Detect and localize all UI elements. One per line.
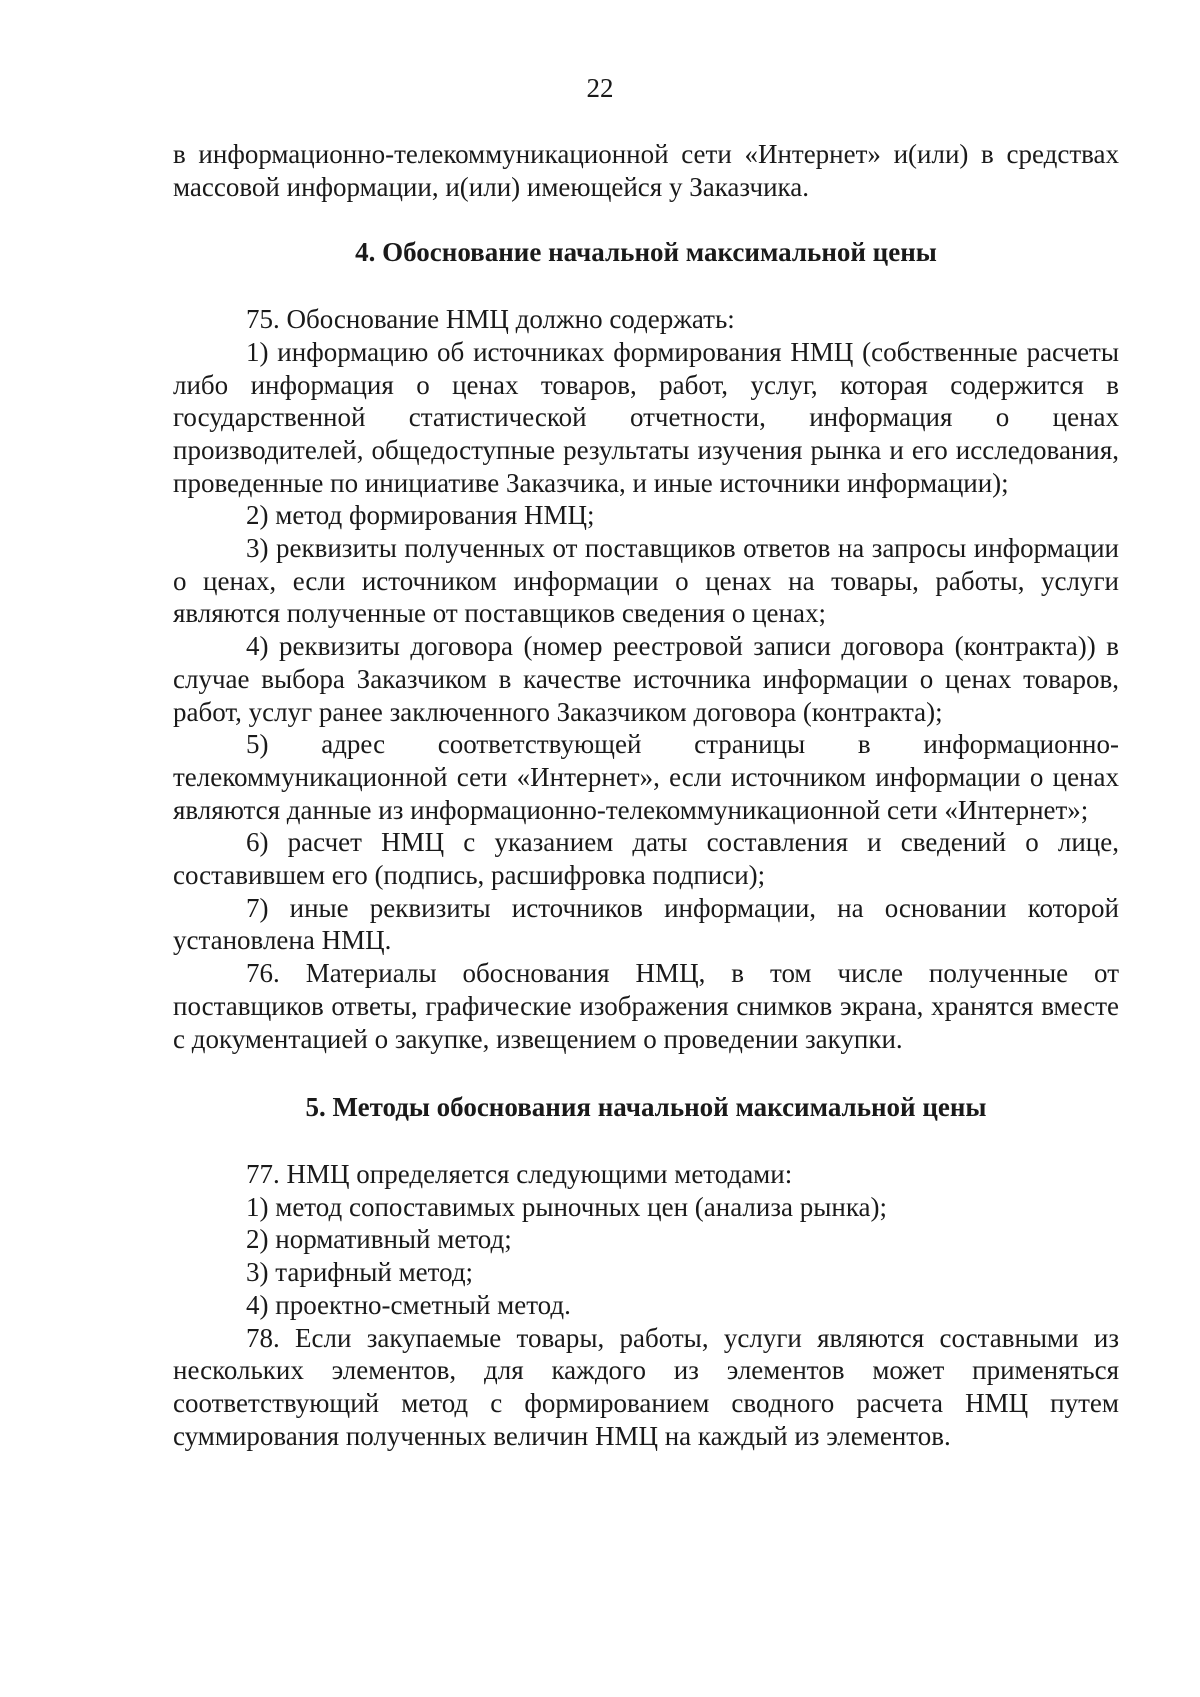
section-4-heading: 4. Обоснование начальной максимальной цены [355, 237, 937, 268]
document-body [173, 138, 1119, 1452]
clause-77-item-3: 3) тарифный метод; [246, 1257, 474, 1288]
clause-75: 75. Обоснование НМЦ должно содержать: [246, 304, 735, 335]
clause-75-item-1: 1) информацию об источниках формирования НМЦ (собственные расчеты либо информация о ценах товаров, работ, услуг, которая содержится в государственной статистической отчетности, информация о ценах производителей, общедоступные результаты изучения рынка и его исследования, проведенные по инициативе Заказчика, и иные источники информации); [173, 336, 1119, 498]
clause-75-item-3: 3) реквизиты полученных от поставщиков ответов на запросы информации о ценах, если источником информации о ценах на товары, работы, услуги являются полученные от поставщиков сведения о ценах; [173, 533, 1119, 629]
clause-75-item-5: 5) адрес соответствующей страницы в информационно-телекоммуникационной сети «Интернет», если источником информации о ценах являются данные из информационно-телекоммуникационной сети «Интернет»; [173, 729, 1119, 825]
clause-75-item-2: 2) метод формирования НМЦ; [246, 500, 595, 531]
clause-77-item-4: 4) проектно-сметный метод. [246, 1289, 571, 1320]
page-number: 22 [586, 73, 614, 103]
clause-75-item-6: 6) расчет НМЦ с указанием даты составления и сведений о лице, составившем его (подпись, расшифровка подписи); [173, 827, 1119, 891]
clause-75-item-7: 7) иные реквизиты источников информации, на основании которой установлена НМЦ. [173, 892, 1119, 956]
intro-paragraph: в информационно-телекоммуникационной сети «Интернет» и(или) в средствах массовой информации, и(или) имеющейся у Заказчика. [173, 139, 1119, 202]
section-5-heading: 5. Методы обоснования начальной максимальной цены [305, 1092, 987, 1123]
clause-77: 77. НМЦ определяется следующими методами: [246, 1158, 793, 1189]
clause-76: 76. Материалы обоснования НМЦ, в том числе полученные от поставщиков ответы, графические изображения снимков экрана, хранятся вместе с документацией о закупке, извещением о проведении закупки. [173, 958, 1119, 1054]
clause-78: 78. Если закупаемые товары, работы, услуги являются составными из нескольких элементов, для каждого из элементов может применяться соответствующий метод с формированием сводного расчета НМЦ путем суммирования полученных величин НМЦ на каждый из элементов. [173, 1322, 1119, 1451]
clause-75-item-4: 4) реквизиты договора (номер реестровой записи договора (контракта)) в случае выбора Заказчиком в качестве источника информации о ценах товаров, работ, услуг ранее заключенного Заказчиком договора (контракта); [173, 631, 1119, 727]
clause-77-item-2: 2) нормативный метод; [246, 1224, 512, 1255]
clause-77-item-1: 1) метод сопоставимых рыночных цен (анализа рынка); [246, 1191, 888, 1222]
